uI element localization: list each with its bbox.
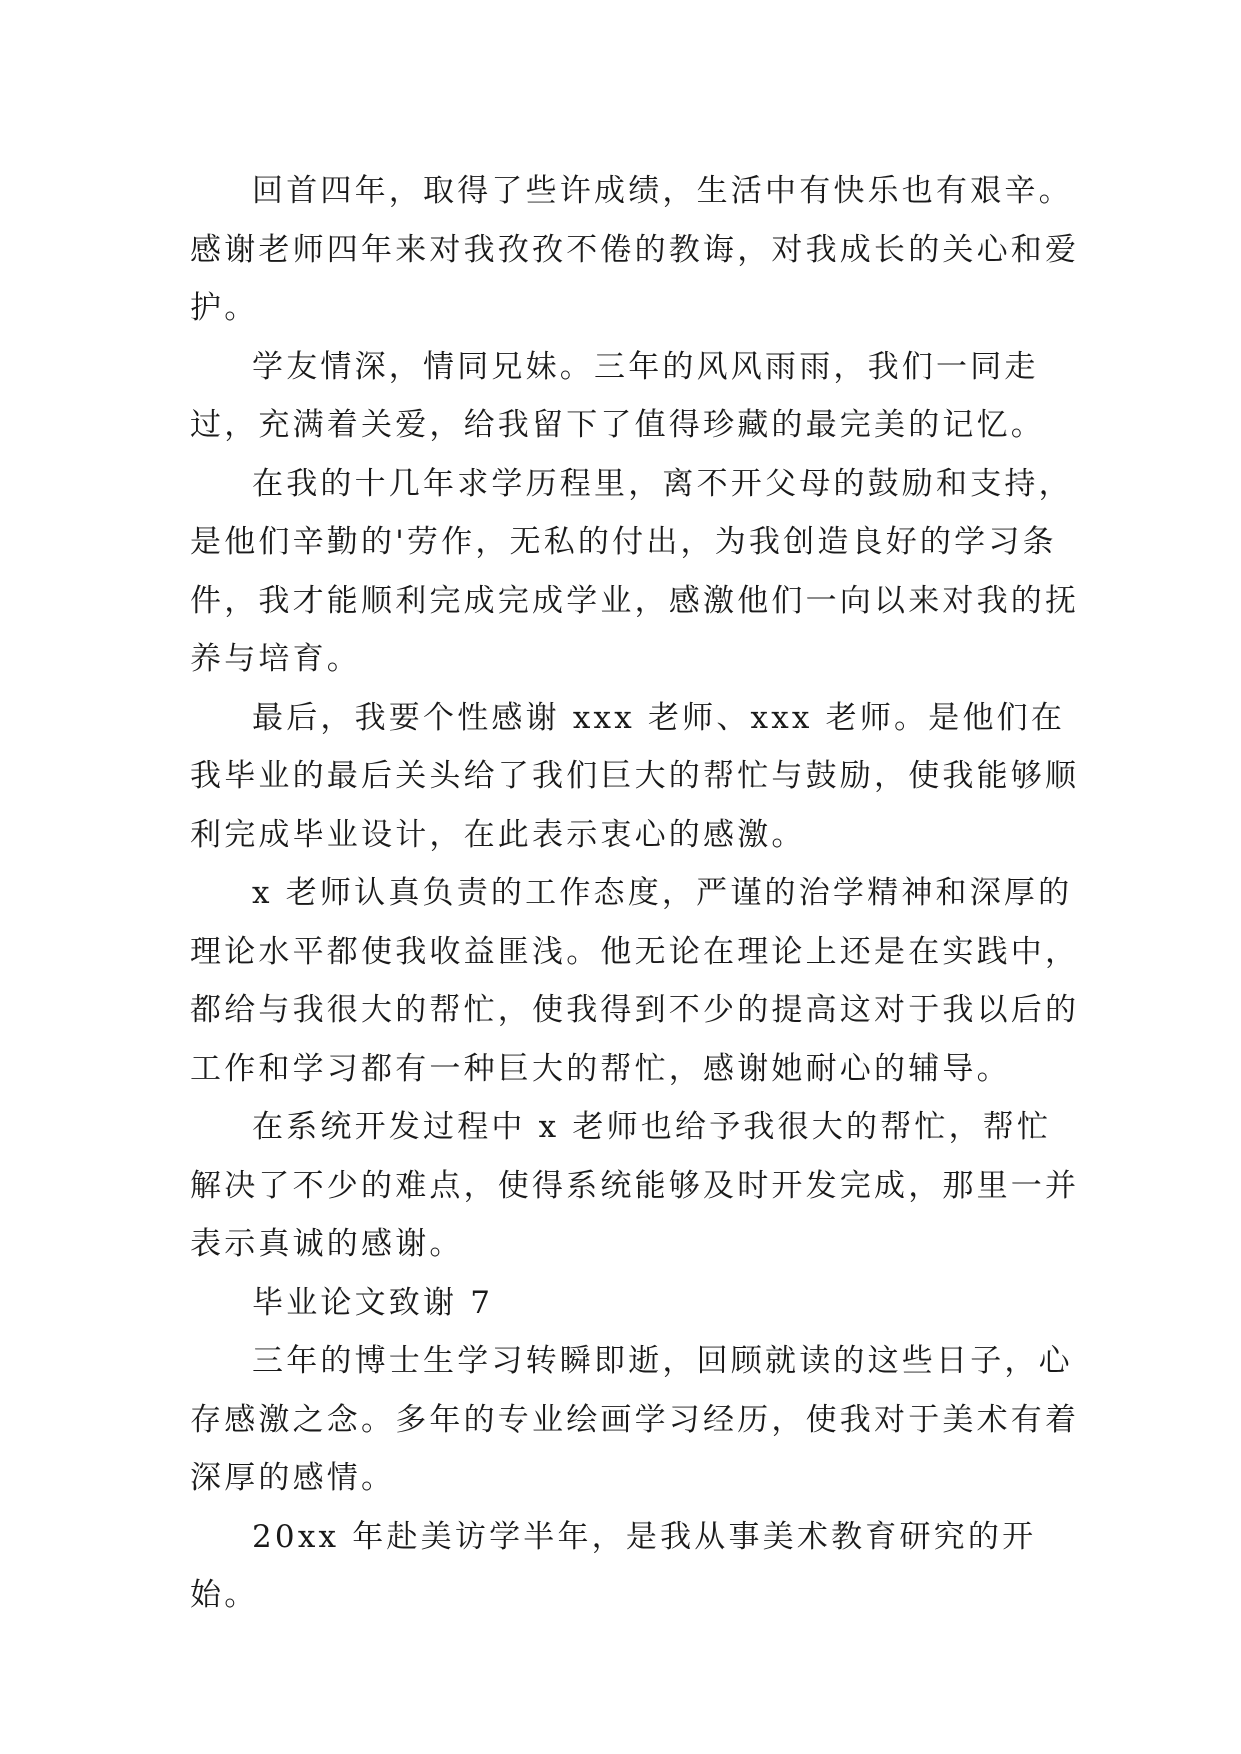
paragraph-doctoral-study: 三年的博士生学习转瞬即逝，回顾就读的这些日子，心存感激之念。多年的专业绘画学习经历，使我对于美术有着深厚的感情。 <box>190 1343 1080 1496</box>
section-heading: 毕业论文致谢 7 <box>252 1284 494 1321</box>
paragraph-classmates: 学友情深，情同兄妹。三年的风风雨雨，我们一同走过，充满着关爱，给我留下了值得珍藏的最完美的记忆。 <box>190 348 1045 443</box>
paragraph-parents: 在我的十几年求学历程里，离不开父母的鼓励和支持，是他们辛勤的'劳作，无私的付出，为我创造良好的学习条件，我才能顺利完成完成学业，感激他们一向以来对我的抚养与培育。 <box>190 465 1080 677</box>
paragraph-review: 回首四年，取得了些许成绩，生活中有快乐也有艰辛。感谢老师四年来对我孜孜不倦的教诲，对我成长的关心和爱护。 <box>190 173 1080 326</box>
paragraph-teachers-thanks: 最后，我要个性感谢 xxx 老师、xxx 老师。是他们在我毕业的最后关头给了我们巨大的帮忙与鼓励，使我能够顺利完成毕业设计，在此表示衷心的感激。 <box>190 699 1080 853</box>
paragraph-system-dev: 在系统开发过程中 x 老师也给予我很大的帮忙，帮忙解决了不少的难点，使得系统能够及时开发完成，那里一并表示真诚的感谢。 <box>190 1109 1080 1262</box>
paragraph-us-visit: 20xx 年赴美访学半年，是我从事美术教育研究的开始。 <box>190 1518 1037 1613</box>
document-body <box>190 162 1080 1625</box>
paragraph-teacher-attitude: x 老师认真负责的工作态度，严谨的治学精神和深厚的理论水平都使我收益匪浅。他无论在理论上还是在实践中，都给与我很大的帮忙，使我得到不少的提高这对于我以后的工作和学习都有一种巨大的帮忙，感谢她耐心的辅导。 <box>190 875 1080 1087</box>
